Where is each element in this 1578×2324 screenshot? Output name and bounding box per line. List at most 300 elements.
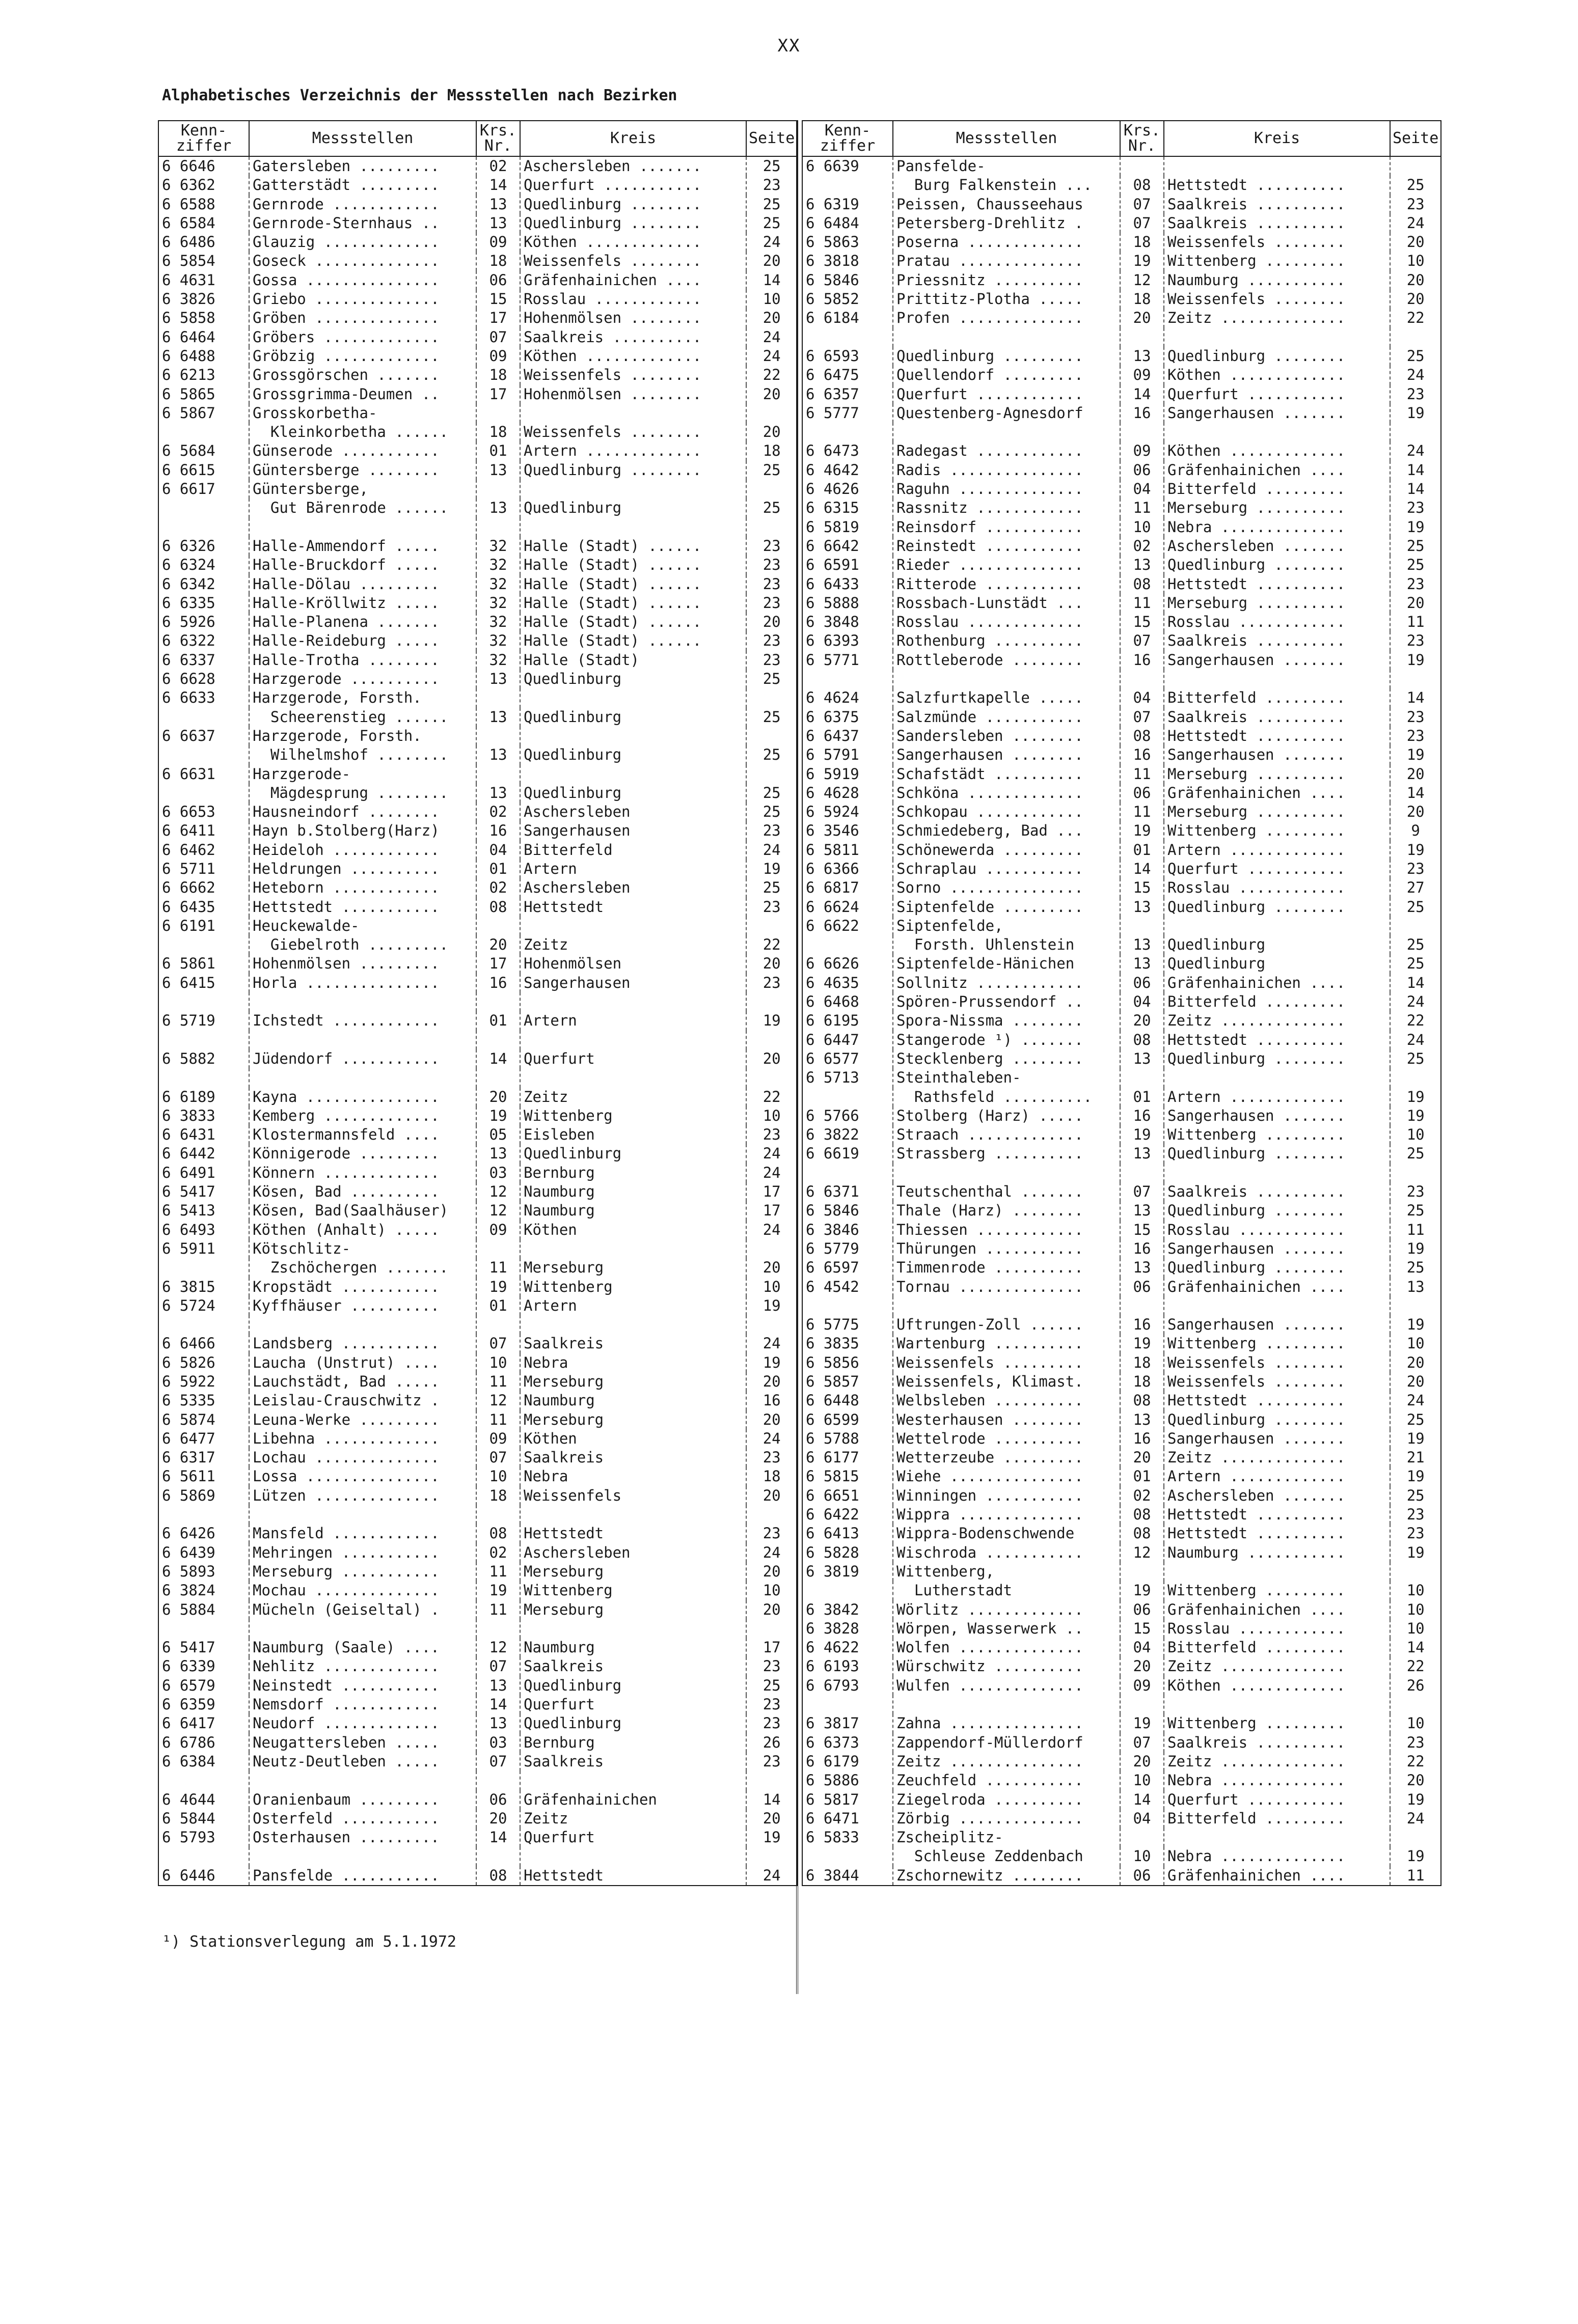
kreis-cell: [520, 992, 746, 1011]
seite-cell: 23: [746, 1714, 797, 1733]
table-row: [802, 556, 1441, 574]
kreis-cell: Quedlinburg ........: [1164, 1258, 1390, 1277]
kennziffer-cell: 6 5719: [158, 1011, 249, 1030]
table-row: [802, 1391, 1441, 1410]
messstelle-cell: Wippra-Bodenschwende: [893, 1524, 1120, 1543]
seite-cell: 10: [1390, 1600, 1441, 1619]
kennziffer-cell: 6 4628: [802, 784, 893, 803]
messstelle-cell: Timmenrode ..........: [893, 1258, 1120, 1277]
seite-cell: 20: [1390, 765, 1441, 784]
seite-cell: 24: [1390, 214, 1441, 233]
kennziffer-cell: 6 5882: [158, 1049, 249, 1068]
table-row: [802, 499, 1441, 517]
krs-cell: 04: [1120, 480, 1164, 499]
messstelle-cell: Querfurt ............: [893, 385, 1120, 404]
kennziffer-cell: 6 6617: [158, 480, 249, 499]
seite-cell: 25: [1390, 176, 1441, 195]
krs-cell: 06: [476, 1790, 520, 1809]
messstelle-cell: Könnigerode .........: [249, 1144, 476, 1163]
seite-cell: 25: [1390, 1144, 1441, 1163]
kennziffer-cell: 6 4642: [802, 461, 893, 480]
seite-cell: 25: [746, 878, 797, 897]
table-row: [802, 1581, 1441, 1600]
krs-cell: 16: [476, 974, 520, 992]
kreis-cell: Quedlinburg: [520, 745, 746, 764]
krs-cell: 16: [1120, 1239, 1164, 1258]
messstelle-cell: Kayna ...............: [249, 1088, 476, 1106]
kreis-cell: Hettstedt: [520, 898, 746, 917]
kennziffer-cell: [802, 1164, 893, 1182]
seite-cell: 23: [746, 1752, 797, 1771]
krs-cell: 15: [1120, 1221, 1164, 1239]
kreis-cell: Naumburg ...........: [1164, 1543, 1390, 1562]
seite-cell: 13: [1390, 1278, 1441, 1296]
krs-cell: 12: [476, 1391, 520, 1410]
kennziffer-cell: [158, 784, 249, 803]
kennziffer-cell: 6 6484: [802, 214, 893, 233]
messstelle-cell: Tornau ..............: [893, 1278, 1120, 1296]
seite-cell: 26: [746, 1733, 797, 1752]
table-row: [802, 347, 1441, 366]
krs-cell: [476, 1847, 520, 1866]
kreis-cell: Bitterfeld .........: [1164, 992, 1390, 1011]
krs-cell: 13: [476, 1714, 520, 1733]
table-row: [158, 803, 797, 821]
messstelle-cell: Ziegelroda ..........: [893, 1790, 1120, 1809]
kennziffer-cell: 6 3822: [802, 1125, 893, 1144]
seite-cell: [1390, 328, 1441, 347]
krs-cell: 15: [476, 290, 520, 309]
krs-cell: [476, 727, 520, 745]
table-row: [802, 1448, 1441, 1467]
seite-cell: 23: [746, 1657, 797, 1676]
krs-cell: 02: [476, 878, 520, 897]
kennziffer-cell: 6 6786: [158, 1733, 249, 1752]
seite-cell: 19: [1390, 1543, 1441, 1562]
table-row: [158, 518, 797, 537]
krs-cell: 16: [1120, 1106, 1164, 1125]
station-table-right: [802, 120, 1441, 1886]
kennziffer-cell: 6 3842: [802, 1600, 893, 1619]
kreis-cell: Köthen: [520, 1221, 746, 1239]
table-row: [158, 688, 797, 707]
seite-cell: 24: [746, 347, 797, 366]
seite-cell: 19: [1390, 1847, 1441, 1866]
table-row: [802, 1562, 1441, 1581]
table-row: [158, 1505, 797, 1524]
krs-cell: 01: [476, 1296, 520, 1315]
header-kennziffer: [158, 121, 249, 156]
kennziffer-cell: 6 5766: [802, 1106, 893, 1125]
krs-cell: 11: [476, 1258, 520, 1277]
kreis-cell: Köthen .............: [520, 347, 746, 366]
seite-cell: 23: [746, 974, 797, 992]
kreis-cell: Saalkreis ..........: [1164, 1182, 1390, 1201]
krs-cell: 18: [1120, 233, 1164, 252]
kreis-cell: Hohenmölsen ........: [520, 309, 746, 327]
messstelle-cell: Horla ...............: [249, 974, 476, 992]
kennziffer-cell: [158, 1505, 249, 1524]
krs-cell: 20: [1120, 1011, 1164, 1030]
seite-cell: 9: [1390, 821, 1441, 840]
kennziffer-cell: 6 6193: [802, 1657, 893, 1676]
seite-cell: 19: [746, 1011, 797, 1030]
kennziffer-cell: 6 6413: [802, 1524, 893, 1543]
kreis-cell: Köthen .............: [520, 233, 746, 252]
seite-cell: 25: [1390, 1410, 1441, 1429]
header-kreis-label: Kreis: [610, 129, 657, 147]
kennziffer-cell: [802, 1695, 893, 1714]
seite-cell: 19: [746, 1353, 797, 1372]
seite-cell: [746, 688, 797, 707]
table-row: [158, 954, 797, 973]
krs-cell: [1120, 917, 1164, 935]
seite-cell: 22: [1390, 1752, 1441, 1771]
table-row: [802, 404, 1441, 423]
kennziffer-cell: 6 5869: [158, 1486, 249, 1505]
seite-cell: [746, 1239, 797, 1258]
messstelle-cell: Zschornewitz ........: [893, 1866, 1120, 1886]
table-row: [158, 1315, 797, 1334]
krs-cell: 06: [1120, 1866, 1164, 1886]
messstelle-cell: [249, 1315, 476, 1334]
table-header-row: [158, 121, 797, 156]
messstelle-cell: Nemsdorf ............: [249, 1695, 476, 1714]
table-row: [802, 290, 1441, 309]
table-row: [802, 328, 1441, 347]
messstelle-cell: Harzgerode-: [249, 765, 476, 784]
seite-cell: 23: [746, 821, 797, 840]
kennziffer-cell: 6 6371: [802, 1182, 893, 1201]
table-row: [158, 290, 797, 309]
messstelle-cell: Hayn b.Stolberg(Harz): [249, 821, 476, 840]
messstelle-cell: Nehlitz .............: [249, 1657, 476, 1676]
table-row: [802, 1106, 1441, 1125]
table-row: [158, 631, 797, 650]
table-row: [802, 518, 1441, 537]
kennziffer-cell: 6 3846: [802, 1221, 893, 1239]
table-row: [802, 1334, 1441, 1353]
kreis-cell: Rosslau ............: [1164, 1619, 1390, 1638]
kreis-cell: [520, 1847, 746, 1866]
seite-cell: 25: [746, 195, 797, 214]
seite-cell: 23: [1390, 499, 1441, 517]
krs-cell: 11: [1120, 594, 1164, 613]
kennziffer-cell: 6 6326: [158, 537, 249, 556]
krs-cell: 01: [476, 441, 520, 460]
messstelle-cell: Gatterstädt .........: [249, 176, 476, 195]
table-row: [802, 214, 1441, 233]
messstelle-cell: Rassnitz ............: [893, 499, 1120, 517]
kreis-cell: Aschersleben .......: [1164, 537, 1390, 556]
krs-cell: [476, 480, 520, 499]
kreis-cell: Zeitz: [520, 1088, 746, 1106]
kennziffer-cell: 6 6473: [802, 441, 893, 460]
kreis-cell: Naumburg: [520, 1182, 746, 1201]
table-row: [158, 935, 797, 954]
table-row: [158, 821, 797, 840]
table-row: [158, 1144, 797, 1163]
table-row: [158, 1182, 797, 1201]
header-messstellen-label: Messstellen: [956, 129, 1057, 147]
table-row: [802, 176, 1441, 195]
kennziffer-cell: [158, 1031, 249, 1049]
messstelle-cell: Weissenfels, Klimast.: [893, 1372, 1120, 1391]
krs-cell: [1120, 1296, 1164, 1315]
kreis-cell: Weissenfels ........: [1164, 1353, 1390, 1372]
table-row: [158, 233, 797, 252]
table-row: [802, 461, 1441, 480]
messstelle-cell: Wettelrode ..........: [893, 1429, 1120, 1448]
seite-cell: 25: [1390, 1486, 1441, 1505]
krs-cell: 11: [476, 1600, 520, 1619]
kreis-cell: Querfurt ...........: [1164, 385, 1390, 404]
seite-cell: 10: [1390, 1334, 1441, 1353]
messstelle-cell: Stangerode ¹) .......: [893, 1031, 1120, 1049]
header-krs: [1120, 121, 1164, 156]
seite-cell: 20: [1390, 1353, 1441, 1372]
kennziffer-cell: 6 6477: [158, 1429, 249, 1448]
kennziffer-cell: [158, 1847, 249, 1866]
table-row: [158, 1809, 797, 1828]
table-row: [158, 1562, 797, 1581]
kennziffer-cell: 6 6384: [158, 1752, 249, 1771]
table-row: [158, 156, 797, 176]
kennziffer-cell: 6 6191: [158, 917, 249, 935]
kennziffer-cell: 6 4622: [802, 1638, 893, 1657]
kreis-cell: Saalkreis: [520, 1657, 746, 1676]
krs-cell: 13: [476, 670, 520, 688]
seite-cell: [1390, 1695, 1441, 1714]
kreis-cell: Merseburg: [520, 1372, 746, 1391]
seite-cell: 10: [746, 1581, 797, 1600]
messstelle-cell: Schleuse Zeddenbach: [893, 1847, 1120, 1866]
seite-cell: 20: [746, 1809, 797, 1828]
header-krs: [476, 121, 520, 156]
table-row: [802, 1847, 1441, 1866]
messstelle-cell: Wartenburg ..........: [893, 1334, 1120, 1353]
krs-cell: 07: [1120, 631, 1164, 650]
table-row: [158, 1296, 797, 1315]
kennziffer-cell: 6 6599: [802, 1410, 893, 1429]
kennziffer-cell: 6 5413: [158, 1201, 249, 1220]
krs-cell: [476, 765, 520, 784]
messstelle-cell: Hausneindorf ........: [249, 803, 476, 821]
kreis-cell: Zeitz: [520, 935, 746, 954]
krs-cell: 03: [476, 1164, 520, 1182]
kreis-cell: Gräfenhainichen ....: [1164, 1278, 1390, 1296]
table-row: [158, 1714, 797, 1733]
kreis-cell: Querfurt: [520, 1828, 746, 1847]
kreis-cell: Merseburg ..........: [1164, 765, 1390, 784]
messstelle-cell: Wulfen ..............: [893, 1676, 1120, 1695]
messstelle-cell: Naumburg (Saale) ....: [249, 1638, 476, 1657]
kreis-cell: [520, 1239, 746, 1258]
table-row: [158, 404, 797, 423]
krs-cell: 08: [476, 1524, 520, 1543]
kennziffer-cell: [802, 1296, 893, 1315]
table-row: [802, 423, 1441, 441]
seite-cell: 24: [746, 1164, 797, 1182]
messstelle-cell: Würschwitz ..........: [893, 1657, 1120, 1676]
header-kreis: [1164, 121, 1390, 156]
kreis-cell: Saalkreis ..........: [1164, 708, 1390, 727]
table-row: [802, 1315, 1441, 1334]
table-row: [802, 992, 1441, 1011]
table-row: [158, 1600, 797, 1619]
table-row: [158, 461, 797, 480]
table-row: [802, 1695, 1441, 1714]
kennziffer-cell: 6 6335: [158, 594, 249, 613]
kreis-cell: Quedlinburg: [520, 1144, 746, 1163]
kreis-cell: Querfurt ...........: [520, 176, 746, 195]
table-row: [158, 1068, 797, 1087]
krs-cell: 18: [1120, 1353, 1164, 1372]
kreis-cell: Aschersleben: [520, 803, 746, 821]
table-row: [158, 1334, 797, 1353]
station-table-left: [158, 120, 798, 1886]
kennziffer-cell: 6 6615: [158, 461, 249, 480]
table-row: [158, 1391, 797, 1410]
krs-cell: 02: [1120, 537, 1164, 556]
krs-cell: 19: [476, 1581, 520, 1600]
kreis-cell: Köthen .............: [1164, 366, 1390, 384]
seite-cell: [1390, 1296, 1441, 1315]
table-row: [158, 613, 797, 631]
krs-cell: 16: [1120, 1315, 1164, 1334]
krs-cell: 01: [476, 1011, 520, 1030]
table-row: [158, 309, 797, 327]
kennziffer-cell: 6 6337: [158, 651, 249, 670]
krs-cell: 18: [476, 366, 520, 384]
seite-cell: 22: [746, 1088, 797, 1106]
krs-cell: 12: [476, 1201, 520, 1220]
krs-cell: 11: [1120, 765, 1164, 784]
messstelle-cell: Questenberg-Agnesdorf: [893, 404, 1120, 423]
table-row: [158, 252, 797, 270]
seite-cell: 20: [746, 252, 797, 270]
krs-cell: 13: [476, 784, 520, 803]
seite-cell: 19: [1390, 1239, 1441, 1258]
krs-cell: 06: [1120, 1278, 1164, 1296]
seite-cell: 25: [746, 803, 797, 821]
seite-cell: 19: [1390, 1315, 1441, 1334]
krs-cell: 13: [1120, 556, 1164, 574]
seite-cell: 25: [1390, 1258, 1441, 1277]
messstelle-cell: Wilhelmshof ........: [249, 745, 476, 764]
messstelle-cell: Rossbach-Lunstädt ...: [893, 594, 1120, 613]
seite-cell: 23: [1390, 1733, 1441, 1752]
messstelle-cell: Sollnitz ............: [893, 974, 1120, 992]
krs-cell: [1120, 423, 1164, 441]
krs-cell: 08: [476, 1866, 520, 1886]
kennziffer-cell: [802, 670, 893, 688]
kreis-cell: Weissenfels ........: [1164, 233, 1390, 252]
kreis-cell: [1164, 1164, 1390, 1182]
kreis-cell: Quedlinburg ........: [520, 214, 746, 233]
seite-cell: 22: [746, 366, 797, 384]
kreis-cell: Halle (Stadt) ......: [520, 631, 746, 650]
kreis-cell: Bitterfeld .........: [1164, 480, 1390, 499]
table-row: [802, 935, 1441, 954]
seite-cell: 25: [1390, 1049, 1441, 1068]
table-row: [158, 271, 797, 290]
messstelle-cell: Kötschlitz-: [249, 1239, 476, 1258]
kennziffer-cell: 6 5811: [802, 841, 893, 860]
messstelle-cell: Klostermannsfeld ....: [249, 1125, 476, 1144]
seite-cell: 10: [1390, 1619, 1441, 1638]
kreis-cell: [520, 1068, 746, 1087]
kennziffer-cell: 6 5846: [802, 1201, 893, 1220]
table-row: [802, 1543, 1441, 1562]
seite-cell: 20: [746, 1258, 797, 1277]
seite-cell: 19: [1390, 1429, 1441, 1448]
messstelle-cell: Wetterzeube .........: [893, 1448, 1120, 1467]
kreis-cell: Zeitz ..............: [1164, 1657, 1390, 1676]
krs-cell: 19: [476, 1278, 520, 1296]
kreis-cell: Saalkreis ..........: [520, 328, 746, 347]
krs-cell: 09: [476, 1429, 520, 1448]
kennziffer-cell: [158, 1315, 249, 1334]
messstelle-cell: Güntersberge ........: [249, 461, 476, 480]
messstelle-cell: Spören-Prussendorf ..: [893, 992, 1120, 1011]
kreis-cell: Merseburg ..........: [1164, 803, 1390, 821]
kennziffer-cell: 6 6442: [158, 1144, 249, 1163]
krs-cell: 12: [476, 1638, 520, 1657]
krs-cell: 10: [476, 1353, 520, 1372]
kennziffer-cell: [158, 992, 249, 1011]
kreis-cell: Quedlinburg: [520, 1676, 746, 1695]
kennziffer-cell: 6 6639: [802, 156, 893, 176]
messstelle-cell: Burg Falkenstein ...: [893, 176, 1120, 195]
kreis-cell: Quedlinburg: [520, 1714, 746, 1733]
seite-cell: 21: [1390, 1448, 1441, 1467]
kreis-cell: [1164, 1828, 1390, 1847]
seite-cell: 20: [746, 385, 797, 404]
seite-cell: 23: [1390, 1182, 1441, 1201]
messstelle-cell: Poserna .............: [893, 233, 1120, 252]
messstelle-cell: Güntersberge,: [249, 480, 476, 499]
kreis-cell: Halle (Stadt) ......: [520, 556, 746, 574]
seite-cell: [1390, 423, 1441, 441]
kreis-cell: Sangerhausen .......: [1164, 1239, 1390, 1258]
kreis-cell: Aschersleben .......: [1164, 1486, 1390, 1505]
messstelle-cell: Stecklenberg ........: [893, 1049, 1120, 1068]
seite-cell: 22: [1390, 309, 1441, 327]
table-row: [802, 1429, 1441, 1448]
table-row: [158, 480, 797, 499]
kennziffer-cell: 6 6375: [802, 708, 893, 727]
kennziffer-cell: 6 6177: [802, 1448, 893, 1467]
table-row: [802, 1790, 1441, 1809]
krs-cell: 13: [1120, 898, 1164, 917]
seite-cell: 23: [746, 537, 797, 556]
messstelle-cell: Halle-Trotha ........: [249, 651, 476, 670]
table-row: [158, 727, 797, 745]
table-row: [802, 1638, 1441, 1657]
kreis-cell: Querfurt: [520, 1695, 746, 1714]
seite-cell: [746, 1031, 797, 1049]
kreis-cell: Saalkreis: [520, 1752, 746, 1771]
messstelle-cell: Profen ..............: [893, 309, 1120, 327]
kennziffer-cell: 6 6433: [802, 575, 893, 594]
header-messstellen: [249, 121, 476, 156]
table-row: [802, 1278, 1441, 1296]
kreis-cell: Gräfenhainichen ....: [1164, 1866, 1390, 1886]
seite-cell: [746, 1771, 797, 1790]
kennziffer-cell: 6 6628: [158, 670, 249, 688]
kennziffer-cell: 6 5926: [158, 613, 249, 631]
